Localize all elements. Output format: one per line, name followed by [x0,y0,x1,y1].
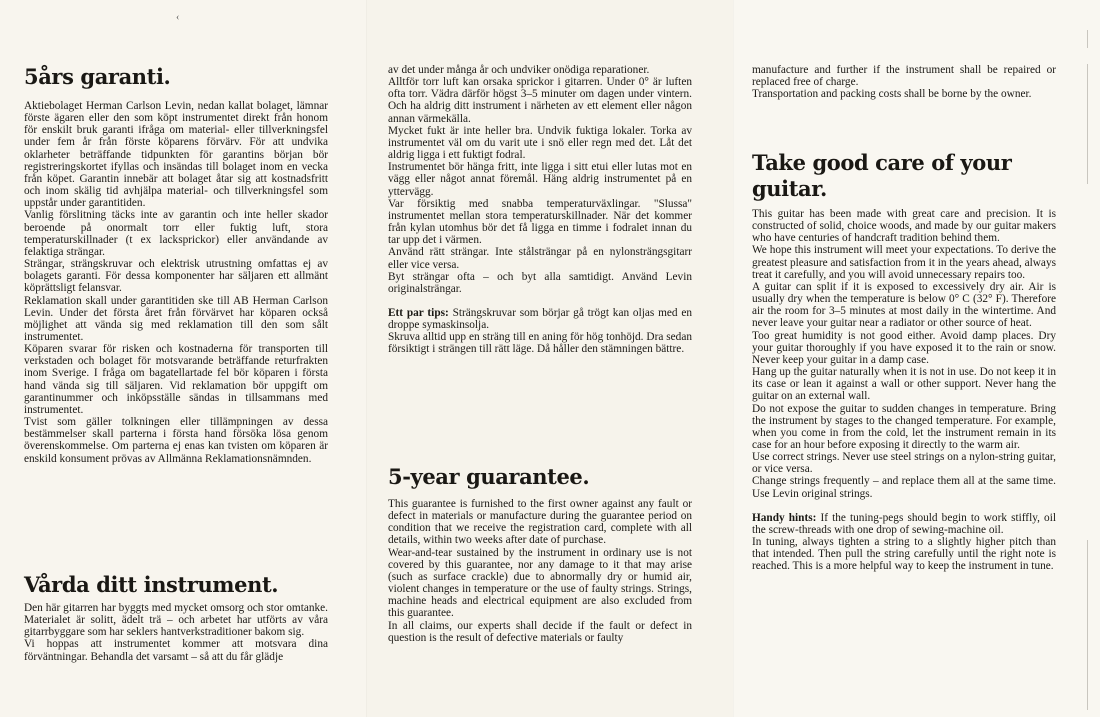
paragraph: A guitar can split if it is exposed to excessively dry air. Air is usually dry when the temperature is below 0° C (32° F). Therefore air the room for 3–5 minutes at most daily in the wintertime. And never leave your guitar near a radiator or other source of heat. [752,280,1056,330]
edge-tick [1087,540,1088,710]
paragraph: In tuning, always tighten a string to a slightly higher pitch than that intended. Then pull the string carefully until the right note is reached. This is a more helpful way to keep the instrument in tune. [752,536,1056,573]
paragraph: Strängar, strängskruvar och elektrisk utrustning omfattas ej av bolagets garanti. För dessa komponenter har säljaren ett allmänt köprättsligt felansvar. [24,258,328,295]
paragraph: Change strings frequently – and replace them all at the same time. Use Levin original strings. [752,475,1056,500]
paragraph: Byt strängar ofta – och byt alla samtidigt. Använd Levin originalsträngar. [388,270,692,295]
paragraph: Var försiktig med snabba temperaturväxlingar. "Slussa" instrumentet mellan stora temperaturskillnader. När det kommer från kylan utomhus bör det få ligga en timme i fodralet innan du tar upp det i värmen. [388,197,692,247]
paragraph: Vi hoppas att instrumentet kommer att motsvara dina förväntningar. Behandla det varsamt – så att du får glädje [24,638,328,663]
en-care-body [752,208,1056,573]
en-guarantee-section [388,464,692,644]
sv-guarantee-body [24,100,328,465]
sv-care-continued [388,64,692,356]
paragraph: This guitar has been made with great care and precision. It is constructed of solid, choice woods, and made by our guitar makers who have centuries of handcraft tradition behind them. [752,208,1056,245]
paragraph: We hope this instrument will meet your expectations. To derive the greatest pleasure and satisfaction from it in the years ahead, always treat it carefully, and you will avoid unnecessary repairs too. [752,244,1056,281]
paragraph: Aktiebolaget Herman Carlson Levin, nedan kallat bolaget, lämnar förste ägaren eller den som köpt instrumentet direkt från honom för enskilt bruk garanti ifråga om material- eller tillverkningsfel under fem år från förste köparens förvärv. För att undvika oklarheter beträffande tidpunkten för garantins början bör registreringskortet ifyllas och insändas till bolaget inom en vecka från köpet. Garantin innebär att bolaget åtar sig att kostnadsfritt och inom skälig tid avhjälpa material- och tillverkningsfel som uppstår under garantitiden. [24,100,328,210]
sv-care-body [24,602,328,663]
paragraph: Reklamation skall under garantitiden ske till AB Herman Carlson Levin. Under det första året från förvärvet har köparen också möjlighet att vända sig med reklamation till den som sålt instrumentet. [24,294,328,343]
paragraph: Alltför torr luft kan orsaka sprickor i gitarren. Under 0° är luften ofta torr. Vädra därför högst 3–5 minuter om dagen under vintern. Och ha aldrig ditt instrument i närheten av ett element eller någon annan värmekälla. [388,76,692,125]
paragraph: Too great humidity is not good either. Avoid damp places. Dry your guitar thoroughly if you have exposed it to the rain or snow. Never keep your guitar in a damp case. [752,329,1056,366]
en-guarantee-cont-body [752,64,1056,100]
paragraph: Wear-and-tear sustained by the instrument in ordinary use is not covered by this guarantee, nor any damage to it that may arise (such as surface crackle) due to abnormally dry or humid air, violent changes in temperature or the use of faulty strings. Strings, machine heads and electrical equipment are also excluded from this guarantee. [388,546,692,620]
paragraph: Använd rätt strängar. Inte stålsträngar på en nylonsträngsgitarr eller vice versa. [388,246,692,271]
sv-care-section [24,572,328,663]
paragraph: This guarantee is furnished to the first owner against any fault or defect in materials or manufacture during the guarantee period on condition that we receive the registration card, complete with all details, within two weeks after date of purchase. [388,498,692,547]
paragraph: Den här gitarren har byggts med mycket omsorg och stor omtanke. Materialet är solitt, ädelt trä – och arbetet har utförts av våra gitarrbyggare som har seklers hantverkstraditioner bakom sig. [24,602,328,639]
paragraph: Köparen svarar för risken och kostnaderna för transporten till verkstaden och bolaget för motsvarande beträffande returfrakten inom Sverige. I fråga om bagatellartade fel bör köparen i första hand vända sig till säljaren. Vid reklamation bör uppgift om garantinummer och inköpsställe sändas in tillsammans med instrumentet. [24,343,328,416]
paragraph: manufacture and further if the instrument shall be repaired or replaced free of charge. [752,64,1056,89]
paragraph: Mycket fukt är inte heller bra. Undvik fuktiga lokaler. Torka av instrumentet väl om du varit ute i snö eller regn med det. Låt det aldrig ligga i ett fuktigt fodral. [388,124,692,162]
en-guarantee-heading: 5-year guarantee. [388,464,590,489]
edge-tick [1087,30,1088,48]
sv-care-heading: Vårda ditt instrument. [24,572,279,597]
tips-label: Ett par tips: [388,306,449,319]
en-guarantee-continued [752,64,1056,100]
edge-tick [1087,64,1088,184]
fold-line [366,0,367,717]
paragraph: In all claims, our experts shall decide if the fault or defect in question is the result of defective materials or faulty [388,619,692,644]
en-guarantee-body [388,498,692,644]
paragraph: Tvist som gäller tolkningen eller tillämpningen av dessa bestämmelser skall parterna i första hand försöka lösa genom överenskommelse. Om parterna ej enas kan tvisten om köparen är enskild konsument prövas av Allmänna Reklamationsnämnden. [24,416,328,465]
paragraph: Skruva alltid upp en sträng till en aning för hög tonhöjd. Dra sedan försiktigt i strängen till rätt läge. Då håller den stämningen bättre. [388,331,692,356]
paragraph: Hang up the guitar naturally when it is not in use. Do not keep it in its case or lean it against a wall or other support. Never hang the guitar on an external wall. [752,366,1056,403]
sv-care-cont-body [388,64,692,356]
sv-guarantee-heading: 5års garanti. [24,64,171,89]
paragraph: Use correct strings. Never use steel strings on a nylon-string guitar, or vice versa. [752,451,1056,476]
en-care-heading: Take good care of your guitar. [752,150,1012,201]
hints-label: Handy hints: [752,511,817,524]
en-care-section [752,150,1056,573]
hints-text: If the tuning-pegs should begin to work stiffly, oil the screw-threads with one drop of sewing-machine oil. [752,511,1056,536]
paragraph: Instrumentet bör hänga fritt, inte ligga i sitt etui eller lutas mot en vägg eller något annat föremål. Häng aldrig instrumentet på en yttervägg. [388,161,692,198]
tips-paragraph [388,307,692,331]
fold-line [733,0,734,717]
paragraph: Do not expose the guitar to sudden changes in temperature. Bring the instrument by stages to the changed temperature. For example, when you come in from the cold, let the instrument remain in its case for an hour before exposing it directly to the warm air. [752,402,1056,451]
top-mark: ‹ [176,12,180,23]
paragraph: Transportation and packing costs shall be borne by the owner. [752,88,1032,101]
paragraph: Vanlig förslitning täcks inte av garantin och inte heller skador beroende på onormalt torr eller fuktig luft, stora temperaturskillnader (t ex lacksprickor) eller användande av felaktiga strängar. [24,209,328,258]
paragraph: av det under många år och undviker onödiga reparationer. [388,64,650,76]
sv-guarantee-section [24,64,328,465]
hints-paragraph [752,512,1056,536]
tips-text: Strängskruvar som börjar gå trögt kan oljas med en droppe symaskinsolja. [388,306,692,332]
